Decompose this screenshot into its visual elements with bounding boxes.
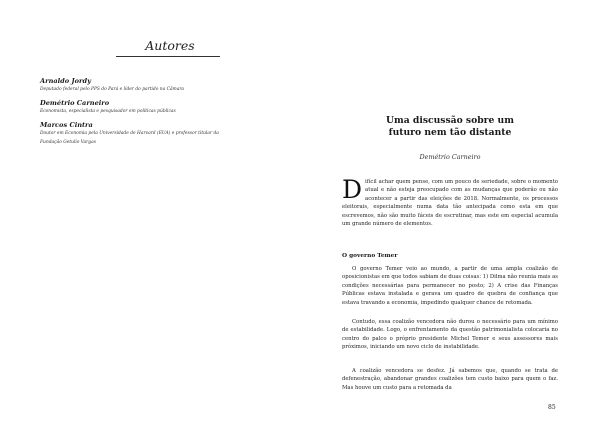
author-name: Marcos Cintra xyxy=(40,121,93,129)
author-description: Economista, especialista e pesquisador em políticas públicas xyxy=(40,109,176,114)
author-name: Arnaldo Jordy xyxy=(40,77,91,85)
article-title xyxy=(340,115,560,139)
author-description: Fundação Getulio Vargas xyxy=(40,139,96,145)
authors-heading-rule xyxy=(116,56,220,57)
drop-cap: D xyxy=(342,175,363,204)
article-title-line: Uma discussão sobre um xyxy=(386,115,514,126)
body-paragraph: Contudo, essa coalizão vencedora não durou o necessário para um mínimo de estabilidade. Logo, o enfrentamento da questão patrimonialista colocaria no centro do palco o próprio presidente Michel Temer e seus assessores mais próximos, iniciando um novo ciclo de instabilidade. xyxy=(342,319,558,351)
intro-text: ifícil achar quem pense, com um pouco de seriedade, sobre o momento atual e não esteja preocupado com as mudanças que poderão ou não acontecer a partir das eleições de 2018. Normalmente, os processos eleitorais, especialmente numa data tão antecipada como esta em que escrevemos, não são muito fáceis de escrutinar, mas este em especial acumula um grande número de elementos. xyxy=(342,179,558,228)
section-heading: O governo Temer xyxy=(342,253,398,259)
author-description: Deputado federal pelo PPS do Pará e líder do partido na Câmara xyxy=(40,87,185,92)
body-paragraph: O governo Temer veio ao mundo, a partir de uma ampla coalizão de oposicionistas em que todos sabiam de duas coisas: 1) Dilma não reunia mais as condições necessárias para permanecer no posto; 2) A crise das Finanças Públicas estava instalada e gerava um quadro de quebra de confiança que estava travando a economia, impedindo qualquer chance de retomada. xyxy=(342,266,558,306)
author-entry xyxy=(40,121,260,147)
author-name: Demétrio Carneiro xyxy=(40,99,110,107)
authors-heading: Autores xyxy=(145,38,195,53)
author-description: Doutor em Economia pela Universidade de Harvard (EUA) e professor titular da xyxy=(40,131,219,136)
intro-paragraph xyxy=(342,175,558,228)
article-title-line: futuro nem tão distante xyxy=(388,127,512,138)
article-author: Demétrio Carneiro xyxy=(419,153,481,161)
author-entry xyxy=(40,77,260,95)
body-paragraph: A coalizão vencedora se desfez. Já sabemos que, quando se trata de defenestração, abandonar grandes coalizões tem custo baixo para quem o faz. Mas houve um custo para a retomada da xyxy=(342,368,558,391)
author-entry xyxy=(40,99,260,117)
page-number: 85 xyxy=(548,404,556,411)
